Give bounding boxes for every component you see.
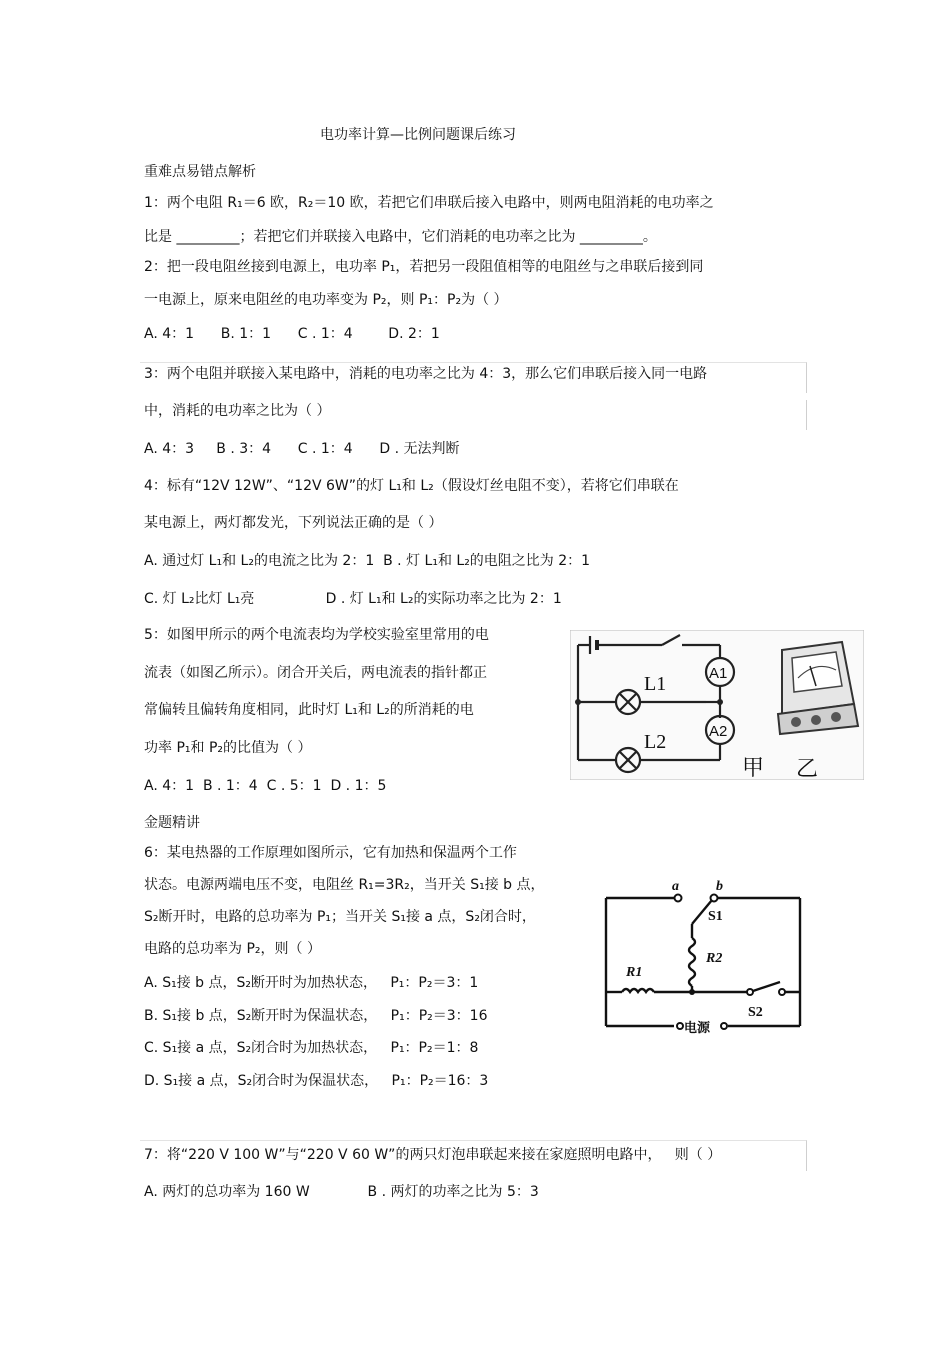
q3-line1: 3：两个电阻并联接入某电路中，消耗的电功率之比为 4：3，那么它们串联后接入同一电路 (144, 366, 708, 382)
q6-option-a: A. S₁接 b 点，S₂断开时为加热状态， P₁：P₂＝3：1 (144, 975, 479, 991)
q6-line1: 6：某电热器的工作原理如图所示，它有加热和保温两个工作 (144, 845, 517, 861)
label-A1: A1 (709, 665, 728, 682)
q5-line2: 流表（如图乙所示）。闭合开关后，两电流表的指针都正 (144, 665, 487, 681)
label-R2: R2 (706, 951, 723, 966)
q6-option-d: D. S₁接 a 点，S₂闭合时为保温状态， P₁：P₂＝16：3 (144, 1073, 489, 1089)
q5-line3: 常偏转且偏转角度相同，此时灯 L₁和 L₂的所消耗的电 (144, 702, 474, 718)
label-S2: S2 (748, 1005, 763, 1020)
q6-circuit-figure (600, 876, 810, 1036)
q4-line1: 4：标有“12V 12W”、“12V 6W”的灯 L₁和 L₂（假设灯丝电阻不变），若将它们串联在 (144, 478, 679, 494)
q2-line1: 2：把一段电阻丝接到电源上，电功率 P₁，若把另一段阻值相等的电阻丝与之串联后接到同 (144, 259, 704, 275)
q5-line4: 功率 P₁和 P₂的比值为（ ） (144, 740, 312, 756)
label-power-source: 电源 (684, 1021, 711, 1036)
label-a: a (672, 879, 679, 894)
q6-option-c: C. S₁接 a 点，S₂闭合时为加热状态， P₁：P₂＝1：8 (144, 1040, 479, 1056)
q5-circuit-figure (570, 630, 864, 780)
q3-line2: 中，消耗的电功率之比为（ ） (144, 403, 331, 419)
label-S1: S1 (708, 909, 723, 924)
section-heading-analysis: 重难点易错点解析 (144, 164, 256, 180)
q7-options-ab: A. 两灯的总功率为 160 W B . 两灯的功率之比为 5：3 (144, 1184, 539, 1200)
q1-line2: 比是 _________；若把它们并联接入电路中，它们消耗的电功率之比为 _________。 (144, 229, 657, 245)
q4-line2: 某电源上，两灯都发光，下列说法正确的是（ ） (144, 515, 443, 531)
q1-line1: 1：两个电阻 R₁＝6 欧，R₂＝10 欧，若把它们串联后接入电路中，则两电阻消耗的电功率之 (144, 195, 714, 211)
q4-options-ab: A. 通过灯 L₁和 L₂的电流之比为 2：1 B . 灯 L₁和 L₂的电阻之比为 2：1 (144, 553, 591, 569)
q5-line1: 5：如图甲所示的两个电流表均为学校实验室里常用的电 (144, 627, 489, 643)
label-yi: 乙 (796, 757, 819, 780)
page-title: 电功率计算—比例问题课后练习 (320, 127, 516, 143)
q6-option-b: B. S₁接 b 点，S₂断开时为保温状态， P₁：P₂＝3：16 (144, 1008, 488, 1024)
q6-line2: 状态。电源两端电压不变，电阻丝 R₁=3R₂，当开关 S₁接 b 点， (144, 877, 545, 893)
q5-options: A. 4：1 B . 1：4 C . 5：1 D . 1：5 (144, 778, 387, 794)
label-jia: 甲 (742, 756, 765, 780)
q2-options: A. 4：1 B. 1：1 C . 1：4 D. 2：1 (144, 326, 440, 342)
section-heading-exercises: 金题精讲 (144, 815, 200, 831)
q7-line1: 7：将“220 V 100 W”与“220 V 60 W”的两只灯泡串联起来接在家庭照明电路中， 则（ ） (144, 1147, 722, 1163)
label-L1: L1 (644, 673, 667, 695)
q2-line2: 一电源上，原来电阻丝的电功率变为 P₂，则 P₁：P₂为（ ） (144, 292, 508, 308)
label-A2: A2 (709, 723, 728, 740)
q6-line4: 电路的总功率为 P₂，则（ ） (144, 941, 321, 957)
label-b: b (716, 879, 723, 894)
q6-line3: S₂断开时，电路的总功率为 P₁；当开关 S₁接 a 点，S₂闭合时， (144, 909, 536, 925)
label-L2: L2 (644, 731, 667, 753)
label-R1: R1 (626, 965, 643, 980)
q3-options: A. 4：3 B . 3：4 C . 1：4 D . 无法判断 (144, 441, 460, 457)
q4-options-cd: C. 灯 L₂比灯 L₁亮 D . 灯 L₁和 L₂的实际功率之比为 2：1 (144, 591, 562, 607)
